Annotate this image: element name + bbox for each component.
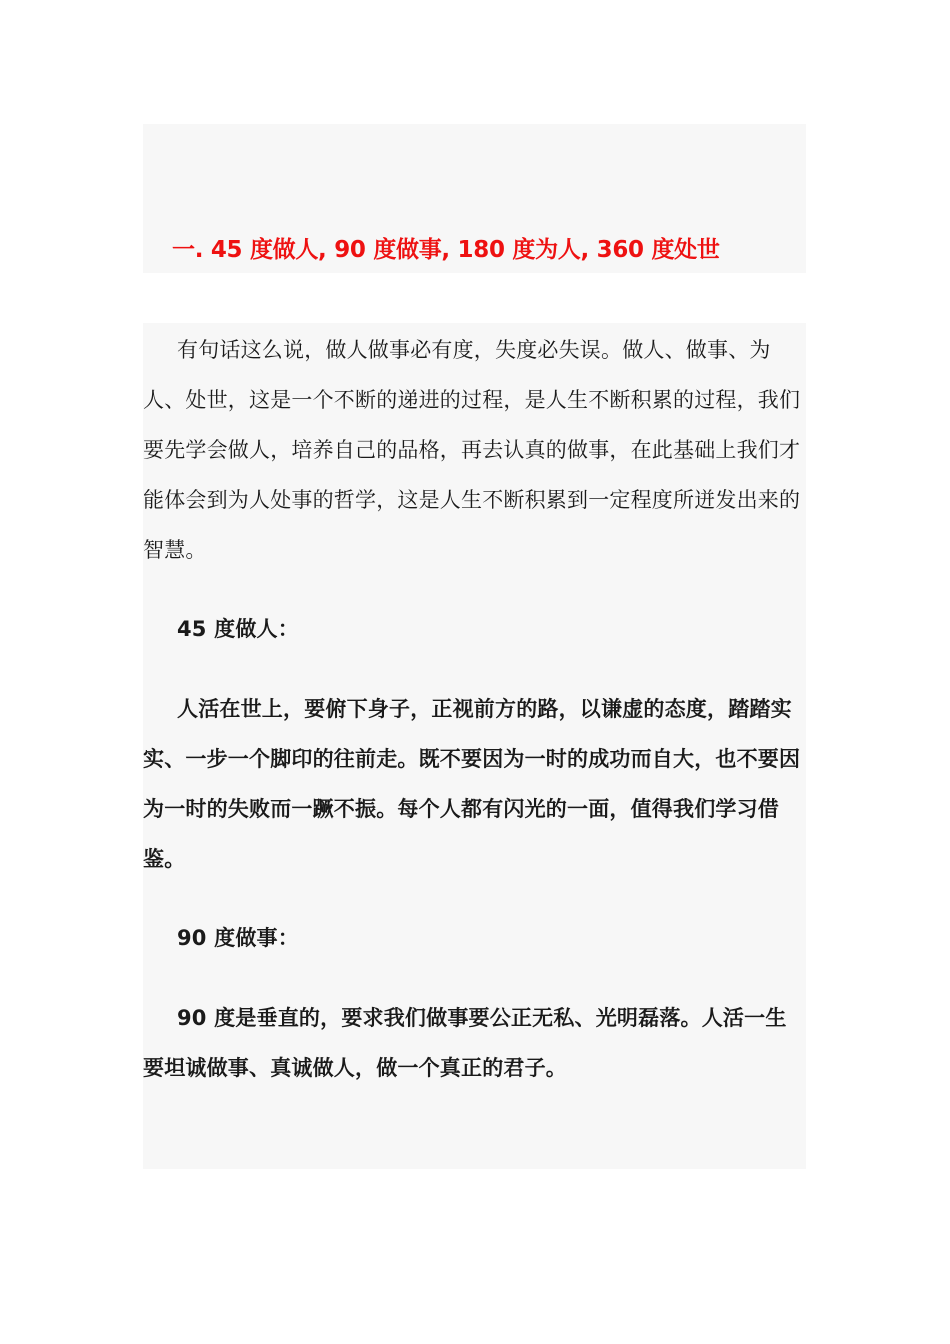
subheading-45-degrees: 45 度做人： — [177, 617, 299, 641]
paragraph-45-degrees: 人活在世上，要俯下身子，正视前方的路，以谦虚的态度，踏踏实实、一步一个脚印的往前走。既不要因为一时的成功而自大，也不要因为一时的失败而一蹶不振。每个人都有闪光的一面，值得我们学习借鉴。 — [143, 697, 801, 871]
subheading-90-degrees: 90 度做事： — [177, 926, 299, 950]
intro-overflow-mark — [806, 333, 828, 359]
intro-paragraph: 有句话这么说，做人做事必有度，失度必失误。做人、做事、为人、处世，这是一个不断的递进的过程，是人生不断积累的过程，我们要先学会做人，培养自己的品格，再去认真的做事，在此基础上我们才能体会到为人处事的哲学，这是人生不断积累到一定程度所迸发出来的智慧。 — [143, 338, 801, 562]
section-heading: 一. 45 度做人, 90 度做事, 180 度为人, 360 度处世 — [172, 237, 720, 263]
paragraph-90-degrees: 90 度是垂直的，要求我们做事要公正无私、光明磊落。人活一生要坦诚做事、真诚做人，做一个真正的君子。 — [143, 1006, 787, 1080]
